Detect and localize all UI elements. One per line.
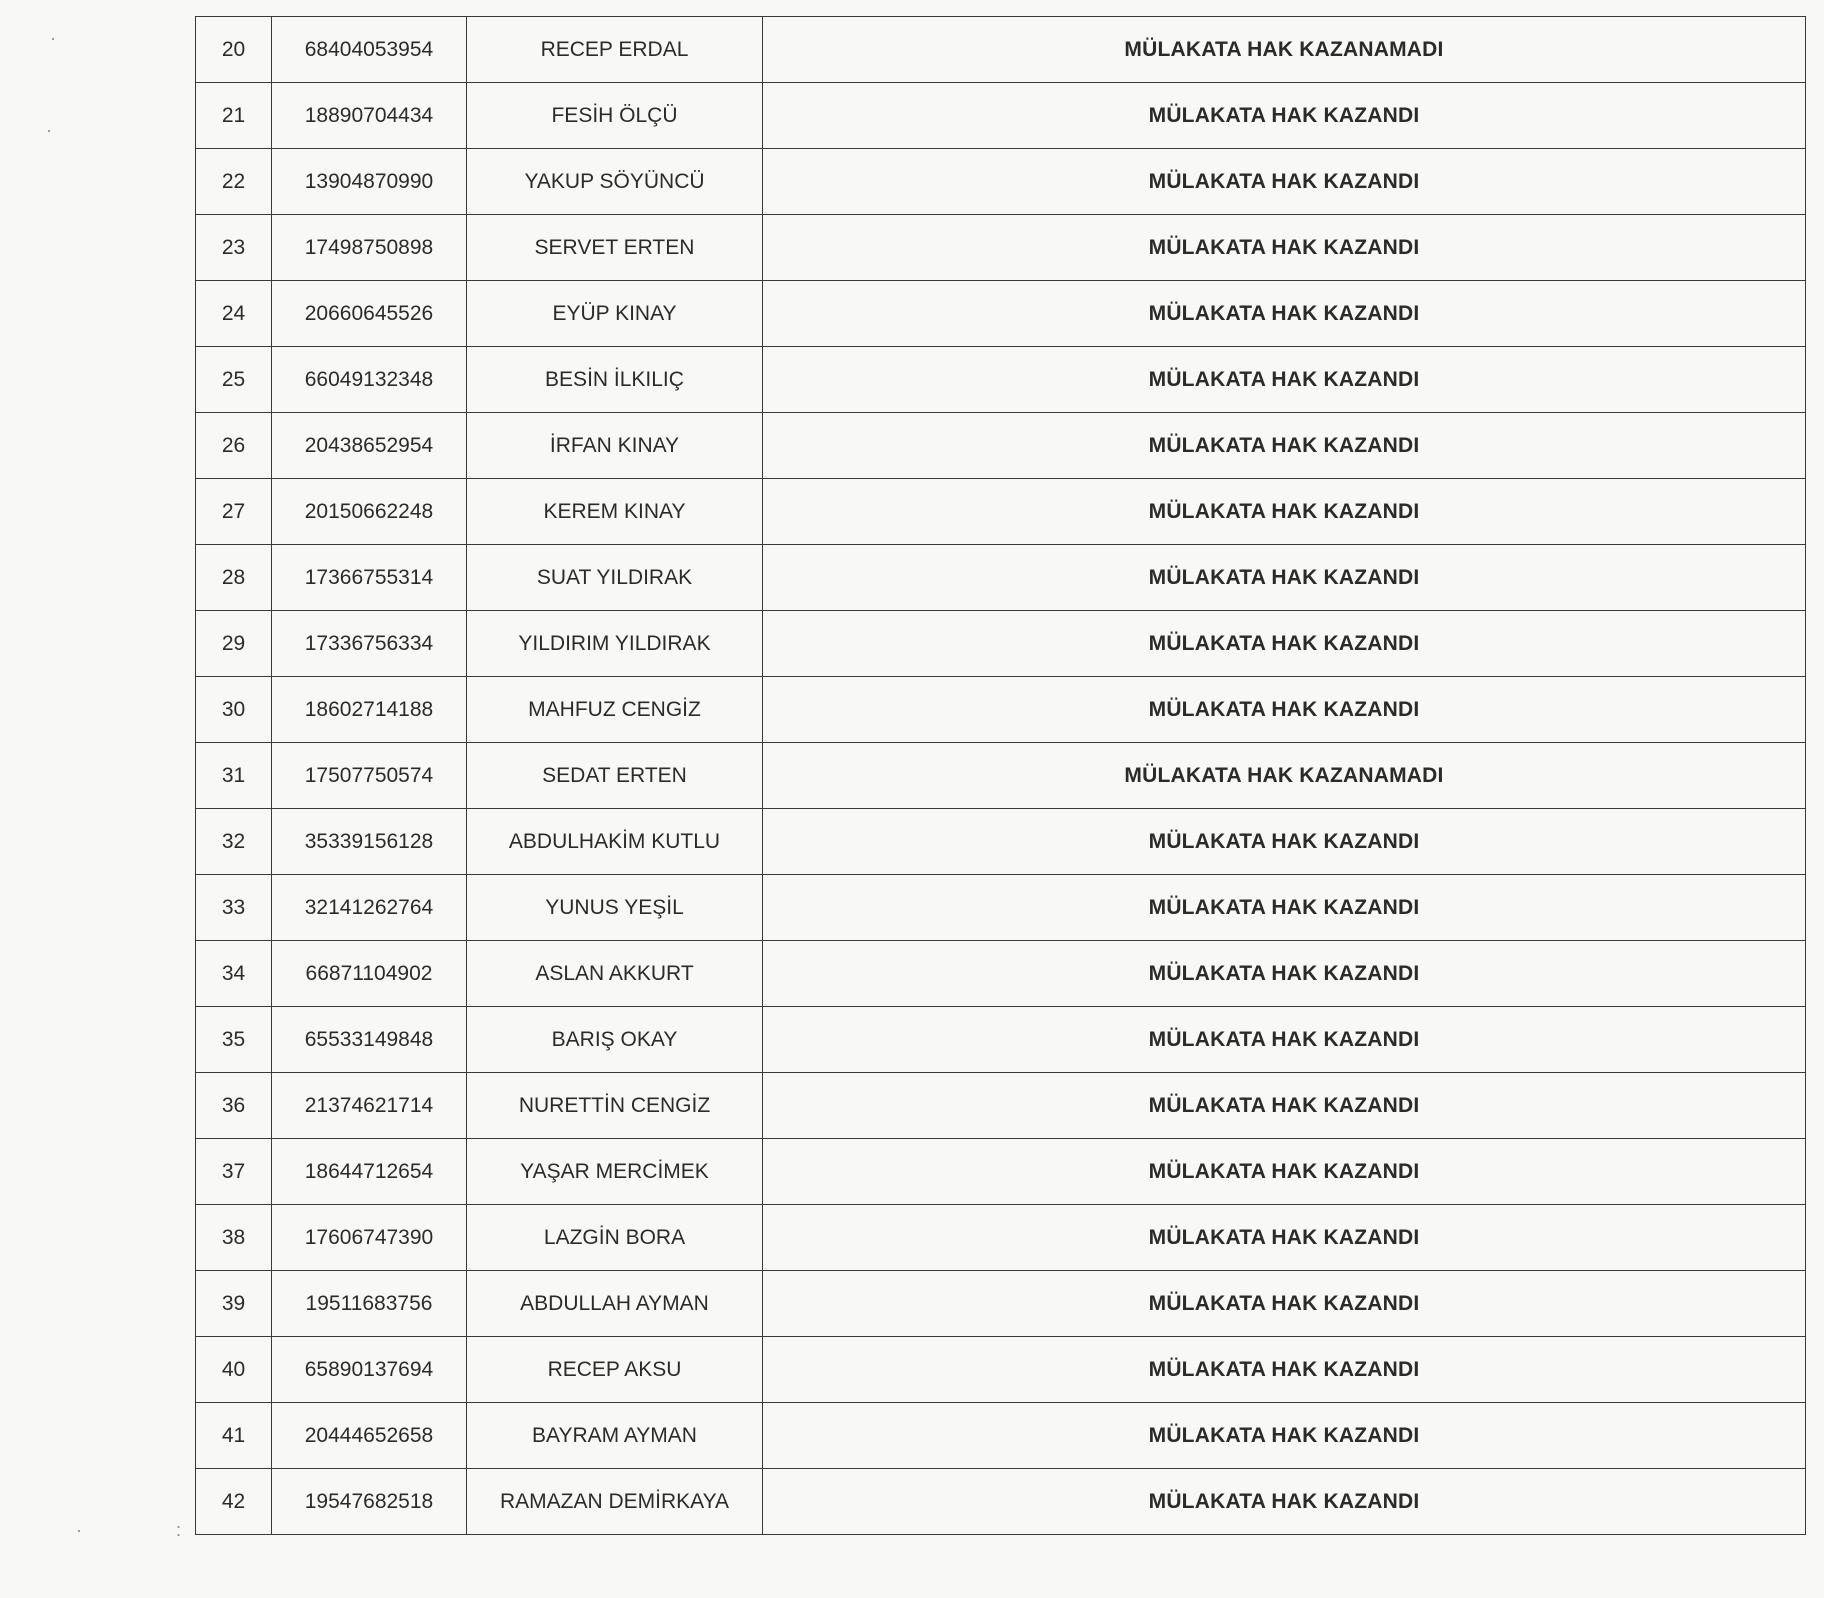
row-number-cell: 21 [196,83,272,149]
interview-status-cell: MÜLAKATA HAK KAZANDI [763,281,1806,347]
table-row [196,83,1806,149]
id-number-cell: 20438652954 [272,413,467,479]
table-row [196,149,1806,215]
id-number-cell: 20150662248 [272,479,467,545]
id-number-cell: 66049132348 [272,347,467,413]
table-row [196,215,1806,281]
table-row [196,479,1806,545]
table-row [196,17,1806,83]
candidate-name-cell: FESİH ÖLÇÜ [467,83,763,149]
id-number-cell: 17498750898 [272,215,467,281]
row-number-cell: 33 [196,875,272,941]
table-row [196,347,1806,413]
interview-status-cell: MÜLAKATA HAK KAZANDI [763,611,1806,677]
interview-status-cell: MÜLAKATA HAK KAZANDI [763,1139,1806,1205]
candidate-name-cell: RAMAZAN DEMİRKAYA [467,1469,763,1535]
table-row [196,1337,1806,1403]
id-number-cell: 13904870990 [272,149,467,215]
candidate-name-cell: YUNUS YEŞİL [467,875,763,941]
candidate-name-cell: KEREM KINAY [467,479,763,545]
interview-status-cell: MÜLAKATA HAK KAZANDI [763,809,1806,875]
interview-status-cell: MÜLAKATA HAK KAZANDI [763,1073,1806,1139]
table-row [196,1403,1806,1469]
row-number-cell: 29 [196,611,272,677]
scan-speck: · [46,120,52,140]
id-number-cell: 35339156128 [272,809,467,875]
id-number-cell: 20660645526 [272,281,467,347]
candidate-name-cell: YILDIRIM YILDIRAK [467,611,763,677]
row-number-cell: 22 [196,149,272,215]
table-row [196,1139,1806,1205]
id-number-cell: 17336756334 [272,611,467,677]
id-number-cell: 17366755314 [272,545,467,611]
table-row [196,809,1806,875]
interview-status-cell: MÜLAKATA HAK KAZANDI [763,1205,1806,1271]
table-row [196,545,1806,611]
candidate-name-cell: ASLAN AKKURT [467,941,763,1007]
table-row [196,677,1806,743]
id-number-cell: 18890704434 [272,83,467,149]
table-row [196,1073,1806,1139]
candidate-name-cell: SERVET ERTEN [467,215,763,281]
table-row [196,1007,1806,1073]
row-number-cell: 26 [196,413,272,479]
interview-status-cell: MÜLAKATA HAK KAZANDI [763,677,1806,743]
row-number-cell: 41 [196,1403,272,1469]
interview-status-cell: MÜLAKATA HAK KAZANDI [763,1337,1806,1403]
candidate-name-cell: ABDULLAH AYMAN [467,1271,763,1337]
id-number-cell: 18644712654 [272,1139,467,1205]
interview-status-cell: MÜLAKATA HAK KAZANDI [763,1469,1806,1535]
row-number-cell: 23 [196,215,272,281]
results-table-body [196,17,1806,1535]
row-number-cell: 28 [196,545,272,611]
id-number-cell: 17507750574 [272,743,467,809]
id-number-cell: 17606747390 [272,1205,467,1271]
interview-status-cell: MÜLAKATA HAK KAZANDI [763,1403,1806,1469]
interview-status-cell: MÜLAKATA HAK KAZANDI [763,149,1806,215]
table-row [196,875,1806,941]
candidate-name-cell: EYÜP KINAY [467,281,763,347]
table-row [196,1469,1806,1535]
row-number-cell: 42 [196,1469,272,1535]
row-number-cell: 30 [196,677,272,743]
candidate-name-cell: YAKUP SÖYÜNCÜ [467,149,763,215]
row-number-cell: 34 [196,941,272,1007]
id-number-cell: 19511683756 [272,1271,467,1337]
scan-speck: : [176,1520,182,1540]
interview-status-cell: MÜLAKATA HAK KAZANDI [763,479,1806,545]
row-number-cell: 38 [196,1205,272,1271]
candidate-name-cell: MAHFUZ CENGİZ [467,677,763,743]
interview-status-cell: MÜLAKATA HAK KAZANAMADI [763,743,1806,809]
interview-status-cell: MÜLAKATA HAK KAZANDI [763,413,1806,479]
candidate-name-cell: YAŞAR MERCİMEK [467,1139,763,1205]
candidate-name-cell: SUAT YILDIRAK [467,545,763,611]
interview-status-cell: MÜLAKATA HAK KAZANDI [763,1271,1806,1337]
row-number-cell: 20 [196,17,272,83]
candidate-name-cell: ABDULHAKİM KUTLU [467,809,763,875]
table-row [196,281,1806,347]
candidate-name-cell: İRFAN KINAY [467,413,763,479]
interview-status-cell: MÜLAKATA HAK KAZANDI [763,941,1806,1007]
table-row [196,743,1806,809]
interview-status-cell: MÜLAKATA HAK KAZANDI [763,83,1806,149]
row-number-cell: 37 [196,1139,272,1205]
row-number-cell: 40 [196,1337,272,1403]
candidate-name-cell: BAYRAM AYMAN [467,1403,763,1469]
row-number-cell: 24 [196,281,272,347]
interview-status-cell: MÜLAKATA HAK KAZANAMADI [763,17,1806,83]
interview-status-cell: MÜLAKATA HAK KAZANDI [763,347,1806,413]
row-number-cell: 36 [196,1073,272,1139]
candidate-name-cell: LAZGİN BORA [467,1205,763,1271]
table-row [196,1271,1806,1337]
candidate-name-cell: BESİN İLKILIÇ [467,347,763,413]
interview-status-cell: MÜLAKATA HAK KAZANDI [763,215,1806,281]
scan-speck: · [76,1520,82,1540]
table-row [196,941,1806,1007]
candidate-name-cell: RECEP AKSU [467,1337,763,1403]
candidate-name-cell: SEDAT ERTEN [467,743,763,809]
scan-speck: · [50,28,56,48]
id-number-cell: 20444652658 [272,1403,467,1469]
candidate-name-cell: BARIŞ OKAY [467,1007,763,1073]
table-row [196,1205,1806,1271]
candidate-name-cell: RECEP ERDAL [467,17,763,83]
row-number-cell: 25 [196,347,272,413]
id-number-cell: 68404053954 [272,17,467,83]
row-number-cell: 27 [196,479,272,545]
id-number-cell: 66871104902 [272,941,467,1007]
table-row [196,413,1806,479]
id-number-cell: 32141262764 [272,875,467,941]
id-number-cell: 19547682518 [272,1469,467,1535]
interview-status-cell: MÜLAKATA HAK KAZANDI [763,1007,1806,1073]
row-number-cell: 35 [196,1007,272,1073]
table-row [196,611,1806,677]
interview-status-cell: MÜLAKATA HAK KAZANDI [763,545,1806,611]
candidate-name-cell: NURETTİN CENGİZ [467,1073,763,1139]
id-number-cell: 65533149848 [272,1007,467,1073]
row-number-cell: 31 [196,743,272,809]
id-number-cell: 21374621714 [272,1073,467,1139]
results-table [195,16,1806,1535]
row-number-cell: 39 [196,1271,272,1337]
id-number-cell: 18602714188 [272,677,467,743]
interview-status-cell: MÜLAKATA HAK KAZANDI [763,875,1806,941]
row-number-cell: 32 [196,809,272,875]
id-number-cell: 65890137694 [272,1337,467,1403]
